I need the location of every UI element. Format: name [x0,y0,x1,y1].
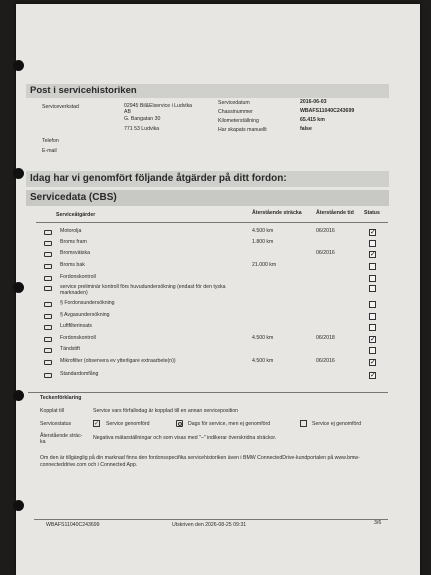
legend-linked-value: Service vars förfallodag är kopplad till en annan serviceposition [93,408,239,414]
remaining-time: 06/2018 [316,335,335,341]
remaining-time: 06/2016 [316,358,335,364]
chassis-label: Chassinummer [218,109,253,115]
legend-linked-label: Kopplat till [40,408,64,414]
service-measure-label: § Fordonsundersökning [60,300,115,306]
footer-printed-date: Utskriven den 2026-08-25 09:31 [172,522,247,528]
status-checked-checkbox: ✓ [370,228,376,236]
rear-brake-icon [44,264,52,269]
service-date-label: Servicedatum [218,100,250,106]
remaining-distance: 4.500 km [252,228,274,234]
legend-status-not-done: Service ej genomförd [312,421,362,427]
legend-status-label: Servicestatus [40,421,72,427]
chassis-value: WBAFS11040C243699 [300,108,355,114]
manual-value: false [300,126,312,132]
footnote-line-2: connecteddrive.com och i Connected App. [40,462,138,468]
service-measure-label: service preliminär kontroll förs huvudundersökning (endast för den tyska marknaden) [60,284,226,296]
workshop-line-3: G. Bangatan 30 [124,116,161,122]
service-measure-label: Standardomfång [60,371,99,377]
workshop-line-1: 02945 Bil&Elservice i Ludvika [124,103,193,109]
status-due-key-icon [176,420,183,427]
service-measure-label: Fordonskontroll [60,335,96,341]
status-empty-checkbox [369,347,376,354]
status-empty-checkbox [369,313,376,320]
air-filter-icon [44,325,52,330]
status-empty-checkbox [369,301,376,308]
table-header-divider [36,222,388,223]
vehicle-inspection-icon [44,302,52,307]
status-checked-checkbox: ✓ [370,358,376,366]
legend-remaining-label-2: ka [40,439,46,445]
binder-hole [13,168,24,179]
email-label: E-mail [42,148,57,154]
remaining-distance: 21.000 km [252,262,277,268]
vehicle-check-icon [44,337,52,342]
binder-hole [13,282,24,293]
service-measure-label: Bromsvätska [60,250,90,256]
oil-can-icon [44,230,52,235]
status-checked-checkbox: ✓ [370,250,376,258]
footer-divider [34,519,388,520]
remaining-distance: 4.500 km [252,358,274,364]
service-measure-label: Fordonskontroll [60,274,96,280]
spark-plug-icon [44,348,52,353]
status-checked-checkbox: ✓ [370,371,376,379]
footer-chassis: WBAFS11040C243699 [46,522,100,528]
legend-remaining-value: Negativa mätarställningar och som visas med "–" indikerar överskridna sträckor. [93,435,277,441]
front-brake-icon [44,241,52,246]
service-measure-label: Mikrofilter (observera ev ytterligare extraarbete(n)) [60,358,176,364]
binder-hole [13,60,24,71]
service-measure-label: Tändstift [60,346,80,352]
workshop-line-4: 771 53 Ludvika [124,126,160,132]
status-done-key-icon: ✓ [94,421,100,427]
remaining-distance: 4.500 km [252,335,274,341]
workshop-label: Serviceverkstad [42,104,79,110]
service-measure-label: Luftfilterinsats [60,323,93,329]
status-empty-checkbox [369,275,376,282]
status-checked-checkbox: ✓ [370,335,376,343]
status-not-done-key-icon [300,420,307,427]
legend-status-due: Dags för service, men ej genomförd [188,421,271,427]
status-empty-checkbox [369,263,376,270]
col-measures-header: Serviceåtgärder [56,212,96,218]
status-empty-checkbox [369,240,376,247]
exhaust-inspection-icon [44,314,52,319]
brake-fluid-icon [44,252,52,257]
col-time-header: Återstående tid [316,210,354,216]
service-measure-label: Motorolja [60,228,82,234]
status-empty-checkbox [369,324,376,331]
manual-label: Har skapats manuellt [218,127,267,133]
legend-title: Teckenförklaring [40,395,82,401]
vehicle-check-icon [44,276,52,281]
mileage-label: Kilometerställning [218,118,259,124]
binder-hole [13,500,24,511]
footnote-line-1: Om den är tillgänglig på din marknad finns den fordonsspecifika servicehistoriken även i BMW ConnectedDrive-kundportalen på www.bmw- [40,455,360,461]
remaining-time: 06/2016 [316,250,335,256]
remaining-time: 06/2016 [316,228,335,234]
service-measure-label: Broms fram [60,239,87,245]
phone-label: Telefon [42,138,59,144]
legend-divider [28,392,388,393]
col-distance-header: Återstående sträcka [252,210,302,216]
binder-hole [13,390,24,401]
legend-status-done: Service genomförd [106,421,150,427]
status-empty-checkbox [369,285,376,292]
standard-scope-icon [44,373,52,378]
footer-page-number: 3/6 [374,520,382,526]
history-section-title: Post i servicehistoriken [26,84,389,98]
workshop-line-2: AB [124,109,131,115]
inspection-icon [44,286,52,291]
service-measure-label: § Avgasundersökning [60,312,110,318]
micro-filter-icon [44,360,52,365]
service-date-value: 2016-06-03 [300,99,327,105]
cbs-section-title: Servicedata (CBS) [26,190,389,206]
remaining-distance: 1.800 km [252,239,274,245]
service-measure-label: Broms bak [60,262,85,268]
mileage-value: 65.415 km [300,117,325,123]
col-status-header: Status [364,210,380,216]
legend-remaining-label-1: Återstående sträc- [40,433,83,439]
today-section-title: Idag har vi genomfört följande åtgärder på ditt fordon: [26,171,389,187]
